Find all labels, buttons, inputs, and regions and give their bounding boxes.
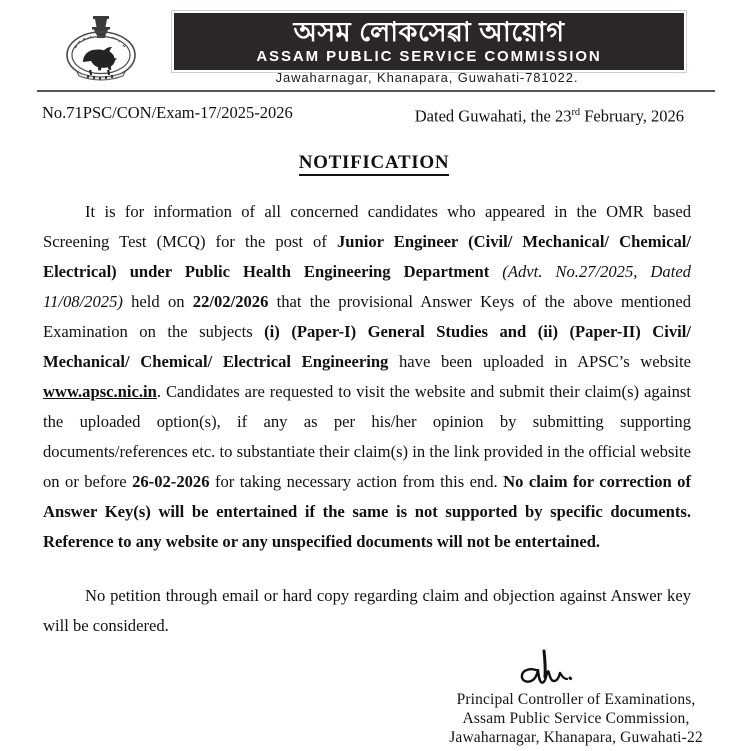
- p1-italic-advt: (Advt. No.27/2025, Dated 11/08/2025): [43, 262, 691, 311]
- page-title-text: NOTIFICATION: [299, 152, 450, 176]
- date-ordinal: rd: [571, 107, 581, 118]
- title-english: ASSAM PUBLIC SERVICE COMMISSION: [256, 47, 602, 65]
- apsc-website-link[interactable]: www.apsc.nic.in: [43, 382, 157, 401]
- header-address: Jawaharnagar, Khanapara, Guwahati-781022.: [275, 70, 579, 85]
- p1-seg6: . Candidates are requested to visit the website and submit their claim(s) against the uploaded option(s), if any as per his/her opinion by submitting supporting documents/references etc. to substantiate their claim(s) in the link provided in the official website on or before: [43, 382, 691, 491]
- title-assamese: অসম লোকসেৱা আয়োগ: [293, 16, 565, 47]
- signatory-address: Jawaharnagar, Khanapara, Guwahati-22: [449, 729, 703, 746]
- paragraph-2: No petition through email or hard copy regarding claim and objection against Answer key will be considered.: [43, 586, 691, 635]
- date-prefix: Dated Guwahati, the 23: [414, 106, 572, 126]
- notification-date: [415, 102, 684, 128]
- p1-seg7: for taking necessary action from this end.: [209, 472, 504, 491]
- signature-block: [404, 648, 748, 747]
- p1-seg2: [489, 262, 502, 281]
- p1-seg5: have been uploaded in APSC’s website: [388, 352, 691, 371]
- p1-seg3: held on: [122, 292, 193, 311]
- commission-title-bar: [172, 11, 686, 72]
- document-header: [0, 0, 748, 92]
- document-body: [43, 197, 691, 641]
- p1-seg4: that the provisional Answer Keys of the above mentioned Examination on the subjects: [43, 292, 692, 341]
- p1-seg1: It is for information of all concerned candidates who appeared in the OMR based Screening Test (MCQ) for the post of: [43, 202, 691, 251]
- p1-bold-subjects: (i) (Paper-I) General Studies and (ii) (Paper-II) Civil/ Mechanical/ Chemical/ Electrical Engineering: [43, 322, 691, 371]
- p1-bold-post: Junior Engineer (Civil/ Mechanical/ Chemical/ Electrical) under Public Health Engineering Department: [43, 232, 692, 281]
- reference-line: [42, 102, 708, 128]
- notification-number: No.71PSC/CON/Exam-17/2025-2026: [42, 103, 293, 122]
- paragraph-1: [43, 197, 691, 557]
- header-divider: [37, 90, 715, 92]
- date-suffix: February, 2026: [580, 106, 684, 126]
- page-title: [0, 152, 748, 174]
- p1-bold-exam-date: 22/02/2026: [192, 292, 269, 311]
- signatory-organization: Assam Public Service Commission,: [462, 710, 690, 727]
- assam-psc-emblem-icon: [45, 12, 157, 84]
- p1-bold-warning: No claim for correction of Answer Key(s) will be entertained if the same is not supported by specific documents. Reference to any website or any unspecified documents will not be entertained.: [43, 472, 692, 551]
- handwritten-signature-icon: [404, 648, 748, 690]
- p1-bold-deadline: 26-02-2026: [132, 472, 210, 491]
- signatory-designation: Principal Controller of Examinations,: [456, 691, 696, 708]
